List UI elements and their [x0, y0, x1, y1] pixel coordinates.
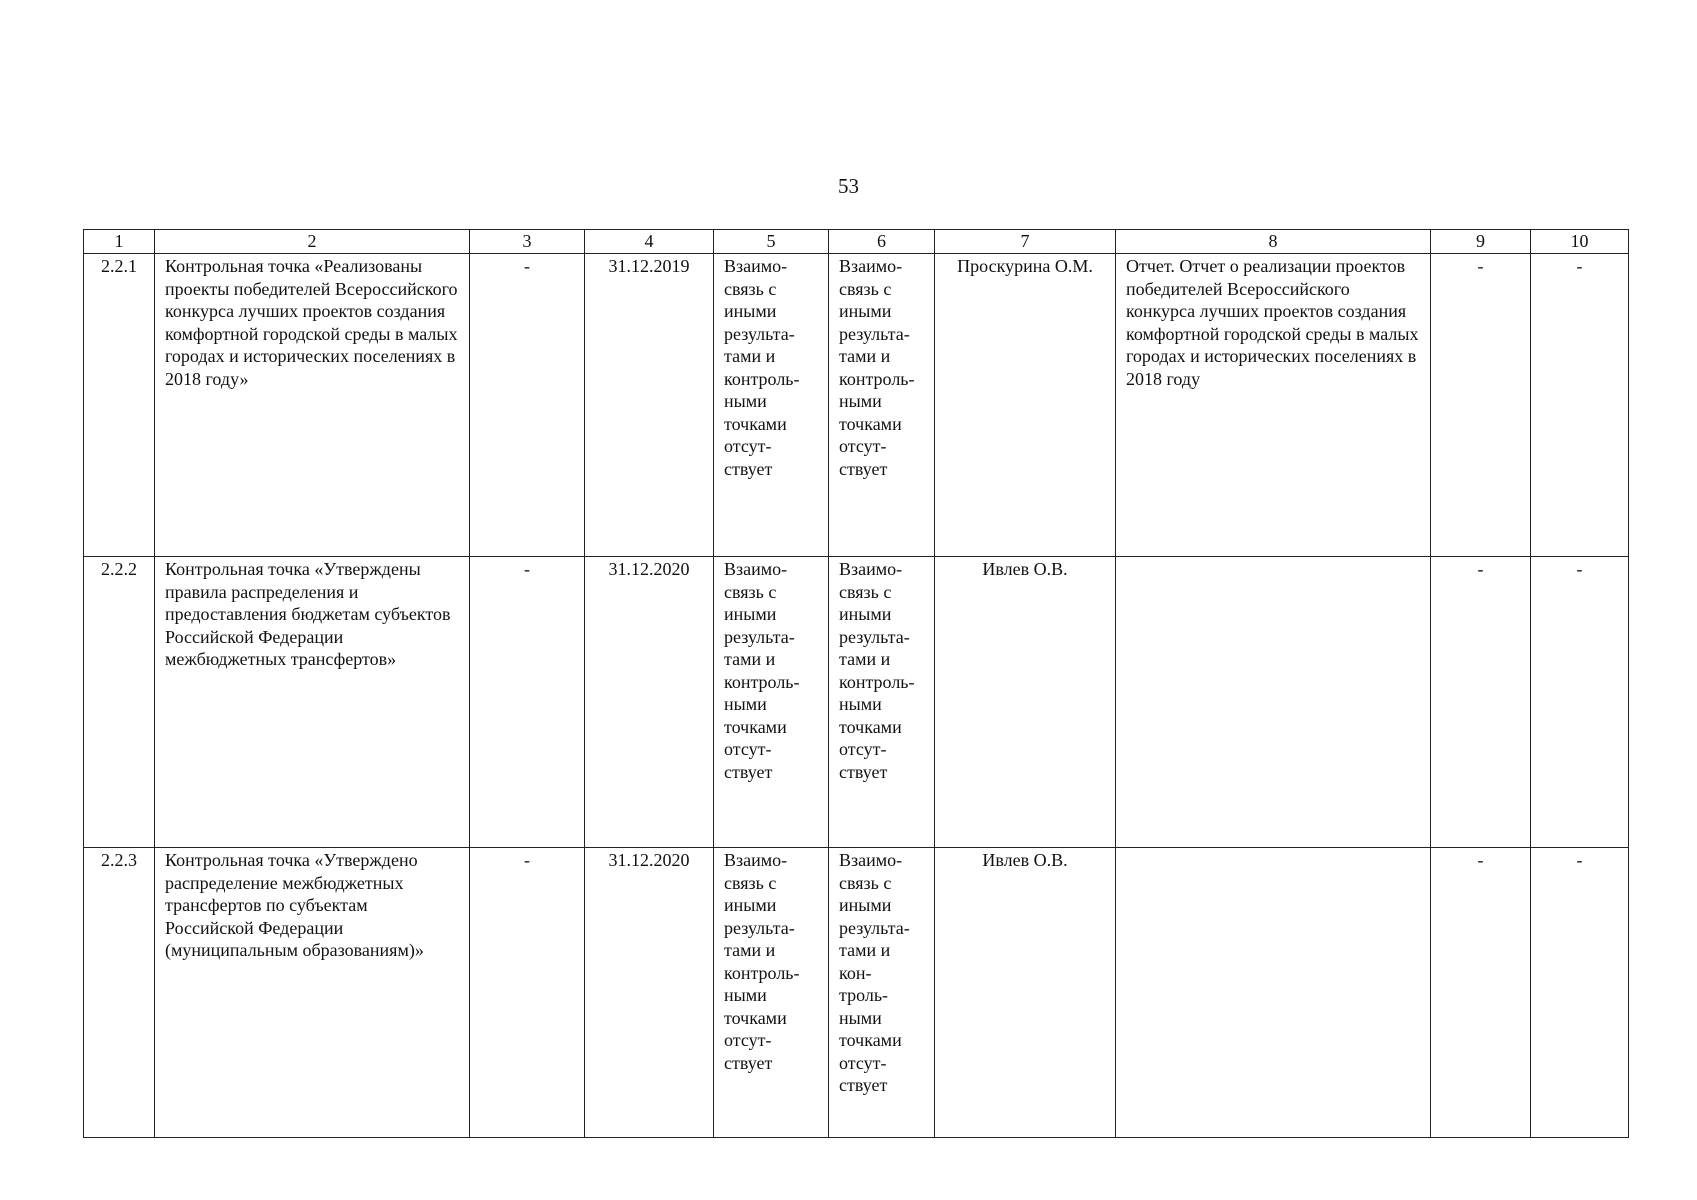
relationship-col-5: Взаимо- связь с иными результа- тами и контроль- ными точками отсут- ствует — [714, 557, 829, 848]
relationship-col-5: Взаимо- связь с иными результа- тами и контроль- ными точками отсут- ствует — [714, 254, 829, 557]
table-row — [84, 254, 1629, 557]
column-header: 7 — [935, 230, 1116, 254]
cell-col-3: - — [470, 254, 585, 557]
column-header: 10 — [1531, 230, 1629, 254]
relationship-col-5: Взаимо- связь с иными результа- тами и контроль- ными точками отсут- ствует — [714, 848, 829, 1138]
responsible-person: Ивлев О.В. — [935, 848, 1116, 1138]
relationship-col-6: Взаимо- связь с иными результа- тами и контроль- ными точками отсут- ствует — [829, 254, 935, 557]
cell-col-3: - — [470, 557, 585, 848]
column-header: 4 — [585, 230, 714, 254]
cell-col-9: - — [1431, 254, 1531, 557]
row-number: 2.2.2 — [84, 557, 155, 848]
cell-col-10: - — [1531, 254, 1629, 557]
column-header: 8 — [1116, 230, 1431, 254]
row-number: 2.2.3 — [84, 848, 155, 1138]
relationship-col-6: Взаимо- связь с иными результа- тами и кон- троль- ными точками отсут- ствует — [829, 848, 935, 1138]
page-number: 53 — [838, 174, 859, 198]
control-point-name: Контрольная точка «Утверждено распределение межбюджетных трансфертов по субъектам Российской Федерации (муниципальным образованиям)» — [155, 848, 470, 1138]
deadline-date: 31.12.2020 — [585, 557, 714, 848]
column-header: 2 — [155, 230, 470, 254]
responsible-person: Проскурина О.М. — [935, 254, 1116, 557]
result-document — [1116, 557, 1431, 848]
result-document: Отчет. Отчет о реализации проектов победителей Всероссийского конкурса лучших проектов создания комфортной городской среды в малых городах и исторических поселениях в 2018 году — [1116, 254, 1431, 557]
responsible-person: Ивлев О.В. — [935, 557, 1116, 848]
cell-col-10: - — [1531, 848, 1629, 1138]
column-number-row — [84, 230, 1629, 254]
column-header: 5 — [714, 230, 829, 254]
control-point-name: Контрольная точка «Реализованы проекты победителей Всероссийского конкурса лучших проектов создания комфортной городской среды в малых городах и исторических поселениях в 2018 году» — [155, 254, 470, 557]
result-document — [1116, 848, 1431, 1138]
cell-col-9: - — [1431, 557, 1531, 848]
column-header: 1 — [84, 230, 155, 254]
cell-col-10: - — [1531, 557, 1629, 848]
control-points-table — [83, 229, 1629, 1138]
control-point-name: Контрольная точка «Утверждены правила распределения и предоставления бюджетам субъектов Российской Федерации межбюджетных трансфертов» — [155, 557, 470, 848]
column-header: 9 — [1431, 230, 1531, 254]
table-row — [84, 848, 1629, 1138]
column-header: 6 — [829, 230, 935, 254]
deadline-date: 31.12.2019 — [585, 254, 714, 557]
row-number: 2.2.1 — [84, 254, 155, 557]
deadline-date: 31.12.2020 — [585, 848, 714, 1138]
column-header: 3 — [470, 230, 585, 254]
cell-col-9: - — [1431, 848, 1531, 1138]
relationship-col-6: Взаимо- связь с иными результа- тами и контроль- ными точками отсут- ствует — [829, 557, 935, 848]
table-row — [84, 557, 1629, 848]
cell-col-3: - — [470, 848, 585, 1138]
